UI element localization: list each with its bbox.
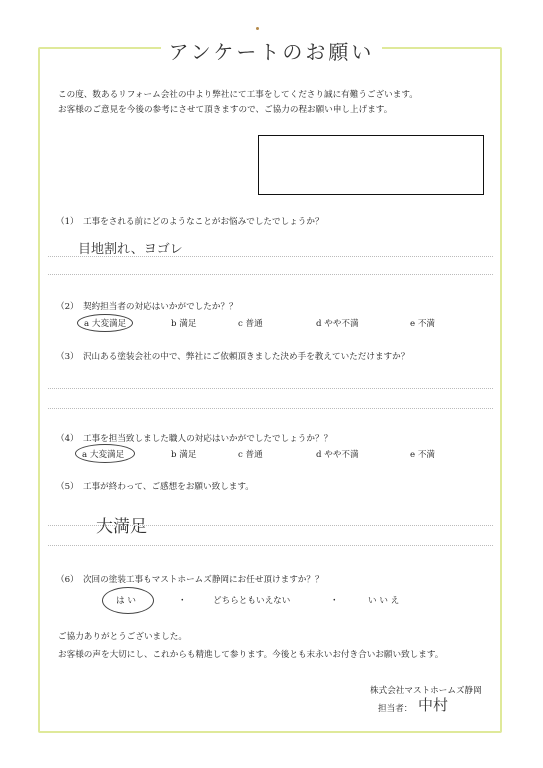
question-5-answer: 大満足 [96, 517, 147, 537]
q4-option-a: a 大変満足 [82, 450, 125, 460]
answer-line [48, 545, 493, 546]
question-4-label: （4） 工事を担当致しました職人の対応はいかがでしたでしょうか？？ [56, 434, 333, 444]
question-1-label: （1） 工事をされる前にどのようなことがお悩みでしたでしょうか？ [56, 217, 324, 227]
question-1-answer: 目地割れ、ヨゴレ [78, 242, 183, 257]
q4-option-c: c 普通 [238, 450, 263, 460]
company-name: 株式会社マストホームズ静岡 [370, 686, 482, 696]
answer-line [48, 274, 493, 275]
question-2-label: （2） 契約担当者の対応はいかがでしたか？？ [56, 302, 238, 312]
q6-option-neither: どちらともいえない [213, 596, 291, 606]
closing-line-1: ご協力ありがとうございました。 [58, 632, 187, 642]
intro-line-2: お客様のご意見を今後の参考にさせて頂きますので、ご協力の程お願い申し上げます。 [58, 105, 393, 115]
question-3-label: （3） 沢山ある塗装会社の中で、弊社にご依頼頂きました決め手を教えていただけますか？ [56, 352, 410, 362]
q6-separator: ・ [178, 596, 187, 606]
q2-option-b: b 満足 [171, 319, 197, 329]
survey-title: アンケートのお願い [161, 36, 383, 65]
q4-option-d: d やや不満 [316, 450, 359, 460]
question-5-label: （5） 工事が終わって、ご感想をお願い致します。 [56, 482, 254, 492]
title-wrap [0, 36, 543, 65]
staff-label: 担当者： [378, 704, 413, 714]
q2-option-a: a 大変満足 [84, 319, 127, 329]
q6-option-no: い い え [368, 596, 400, 606]
answer-line [48, 408, 493, 409]
q6-separator: ・ [330, 596, 339, 606]
question-6-label: （6） 次回の塗装工事もマストホームズ静岡にお任せ頂けますか？？ [56, 575, 324, 585]
q4-option-b: b 満足 [171, 450, 197, 460]
closing-line-2: お客様の声を大切にし、これからも精進して参ります。今後とも末永いお付き合いお願い致します。 [58, 650, 444, 660]
staff-signature: 中村 [418, 696, 449, 714]
answer-line [48, 388, 493, 389]
answer-line [48, 525, 493, 526]
q2-option-c: c 普通 [238, 319, 263, 329]
punch-hole-mark [256, 27, 259, 30]
q6-option-yes: は い [116, 596, 136, 606]
q4-option-e: e 不満 [410, 450, 436, 460]
q2-option-d: d やや不満 [316, 319, 359, 329]
q2-option-e: e 不満 [410, 319, 436, 329]
answer-line [48, 256, 493, 257]
customer-name-redaction-box [258, 135, 484, 195]
intro-line-1: この度、数あるリフォーム会社の中より弊社にて工事をしてくださり誠に有難うございます。 [58, 90, 418, 100]
